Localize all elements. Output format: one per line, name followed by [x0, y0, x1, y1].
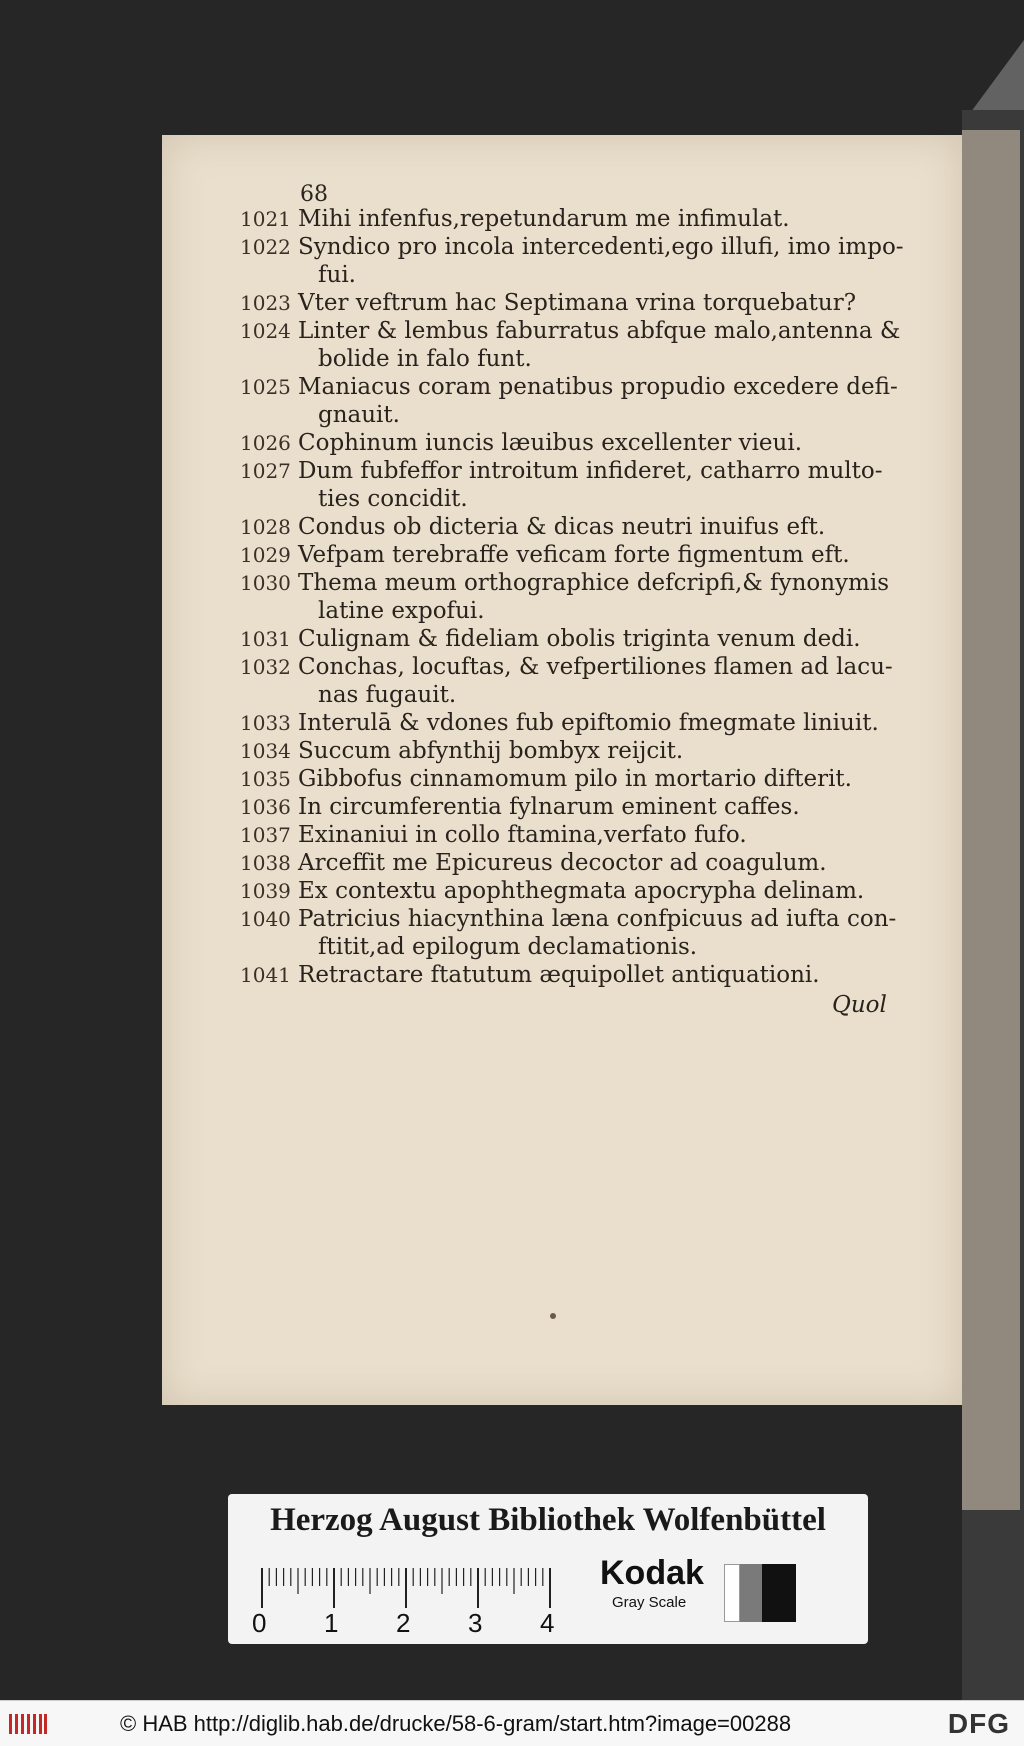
text-line — [240, 821, 960, 849]
text-line — [240, 849, 960, 877]
line-number: 1031 — [240, 627, 291, 651]
text-line — [240, 345, 960, 373]
page-curl-shadow — [965, 40, 1024, 120]
line-number: 1021 — [240, 207, 291, 231]
line-text: Syndico pro incola intercedenti,ego illufi, imo impo- — [298, 234, 904, 260]
facing-page-edge — [962, 110, 1024, 1700]
text-line — [240, 877, 960, 905]
line-text: Cophinum iuncis læuibus excellenter vieui. — [298, 430, 803, 456]
white-swatch — [724, 1564, 740, 1622]
line-number: 1035 — [240, 767, 291, 791]
text-line — [240, 261, 960, 289]
line-text: Patricius hiacynthina læna confpicuus ad iufta con- — [298, 906, 897, 932]
text-line — [240, 541, 960, 569]
text-line — [240, 653, 960, 681]
line-text: Culignam & fideliam obolis triginta venum dedi. — [298, 626, 861, 652]
text-line — [240, 737, 960, 765]
text-line — [240, 933, 960, 961]
text-line — [240, 233, 960, 261]
line-number: 1039 — [240, 879, 291, 903]
gray-swatches — [724, 1564, 796, 1622]
line-text: Succum abfynthij bombyx reijcit. — [298, 738, 684, 764]
line-number: 1040 — [240, 907, 291, 931]
footer-bar — [0, 1700, 1024, 1746]
line-number: 1024 — [240, 319, 291, 343]
text-line — [240, 625, 960, 653]
line-text: fui. — [318, 262, 356, 288]
line-text: Conchas, locuftas, & vefpertiliones flamen ad lacu- — [298, 654, 893, 680]
line-number: 1026 — [240, 431, 291, 455]
line-number: 1027 — [240, 459, 291, 483]
ruler-label: 1 — [324, 1608, 339, 1638]
ink-spot — [550, 1313, 556, 1319]
kodak-brand: Kodak — [600, 1554, 704, 1592]
line-number: 1022 — [240, 235, 291, 259]
line-text: Retractare ftatutum æquipollet antiquationi. — [298, 962, 820, 988]
line-number: 1030 — [240, 571, 291, 595]
text-line — [240, 681, 960, 709]
text-line — [240, 597, 960, 625]
line-number: 1034 — [240, 739, 291, 763]
book-page — [162, 135, 962, 1405]
line-text: ties concidit. — [318, 486, 468, 512]
text-line — [240, 485, 960, 513]
page-number: 68 — [300, 182, 328, 207]
text-line — [240, 569, 960, 597]
line-text: latine expofui. — [318, 598, 485, 624]
hab-logo-icon — [8, 1711, 48, 1737]
line-number: 1023 — [240, 291, 291, 315]
line-text: Condus ob dicteria & dicas neutri inuifus eft. — [298, 514, 826, 540]
catchword: Quol — [832, 992, 887, 1018]
line-text: ftitit,ad epilogum declamationis. — [318, 934, 698, 960]
line-text: Linter & lembus faburratus abfque malo,antenna & — [298, 318, 901, 344]
line-text: Dum fubfeffor introitum infideret, catharro multo- — [298, 458, 883, 484]
ruler-label: 4 — [540, 1608, 555, 1638]
text-line — [240, 205, 960, 233]
line-text: Arceffit me Epicureus decoctor ad coagulum. — [298, 850, 827, 876]
line-text: Gibbofus cinnamomum pilo in mortario difterit. — [298, 766, 852, 792]
text-line — [240, 401, 960, 429]
text-line — [240, 905, 960, 933]
line-text: In circumferentia fylnarum eminent caffes. — [298, 794, 800, 820]
line-text: Mihi infenfus,repetundarum me infimulat. — [298, 206, 790, 232]
line-number: 1038 — [240, 851, 291, 875]
line-number: 1036 — [240, 795, 291, 819]
line-number: 1025 — [240, 375, 291, 399]
ruler-label: 3 — [468, 1608, 483, 1638]
line-text: Thema meum orthographice defcripfi,& fynonymis — [298, 570, 890, 596]
text-line — [240, 709, 960, 737]
line-number: 1029 — [240, 543, 291, 567]
gray-scale-label: Gray Scale — [612, 1594, 687, 1611]
source-url[interactable]: © HAB http://diglib.hab.de/drucke/58-6-gram/start.htm?image=00288 — [120, 1711, 792, 1736]
dfg-logo: DFG — [947, 1708, 1010, 1739]
facing-page-paper — [962, 130, 1020, 1510]
line-text: bolide in falo funt. — [318, 346, 532, 372]
ruler-ticks — [260, 1560, 560, 1610]
line-text: Vter veftrum hac Septimana vrina torquebatur? — [298, 290, 857, 316]
line-text: Maniacus coram penatibus propudio excedere defi- — [298, 374, 898, 400]
text-line — [240, 429, 960, 457]
line-text: Vefpam terebraffe veficam forte figmentum eft. — [298, 542, 850, 568]
line-text: Ex contextu apophthegmata apocrypha delinam. — [298, 878, 865, 904]
line-text: gnauit. — [318, 402, 400, 428]
text-line — [240, 317, 960, 345]
text-lines — [240, 205, 960, 989]
library-name: Herzog August Bibliothek Wolfenbüttel — [270, 1502, 826, 1538]
text-line — [240, 373, 960, 401]
text-line — [240, 793, 960, 821]
ruler-label: 0 — [252, 1608, 267, 1638]
line-number: 1028 — [240, 515, 291, 539]
text-line — [240, 765, 960, 793]
ruler-labels — [252, 1608, 582, 1638]
line-text: Interulā & vdones fub epiftomio fmegmate liniuit. — [298, 710, 879, 736]
color-calibration-card — [228, 1494, 868, 1644]
black-swatch — [762, 1564, 796, 1622]
line-number: 1041 — [240, 963, 291, 987]
text-line — [240, 457, 960, 485]
line-number: 1037 — [240, 823, 291, 847]
ruler-label: 2 — [396, 1608, 411, 1638]
line-number: 1033 — [240, 711, 291, 735]
text-line — [240, 513, 960, 541]
text-line — [240, 289, 960, 317]
gray-swatch — [740, 1564, 762, 1622]
ruler-scale — [260, 1560, 560, 1610]
text-line — [240, 961, 960, 989]
line-number: 1032 — [240, 655, 291, 679]
line-text: Exinaniui in collo ftamina,verfato fufo. — [298, 822, 747, 848]
line-text: nas fugauit. — [318, 682, 457, 708]
